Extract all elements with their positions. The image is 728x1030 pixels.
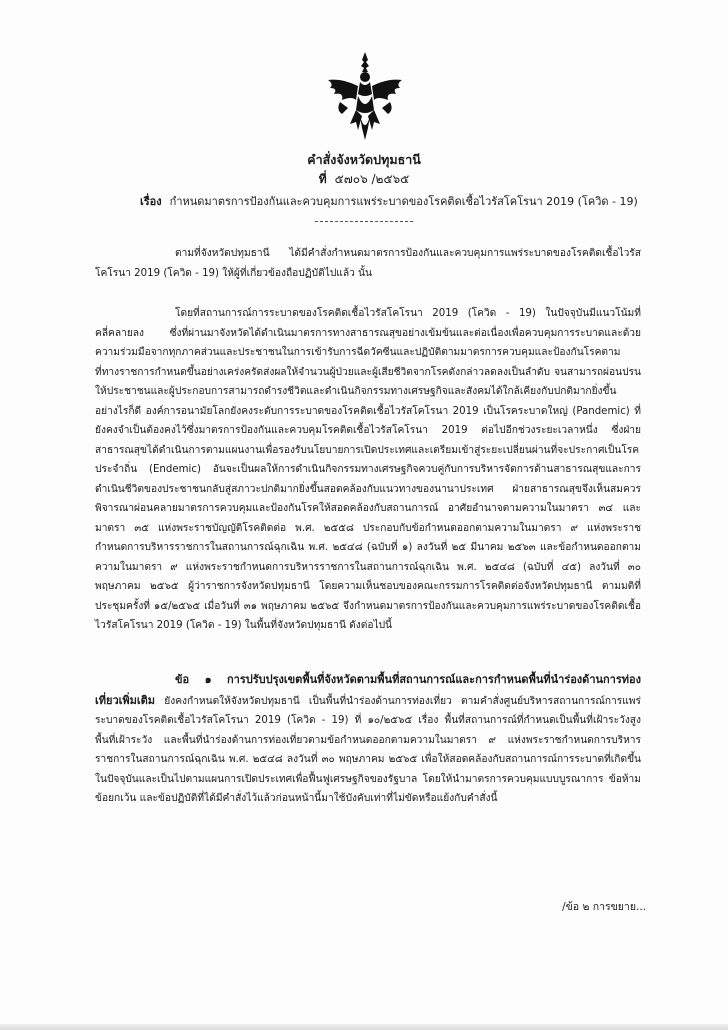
paragraph-rationale: โดยที่สถานการณ์การระบาดของโรคติดเชื้อไวรัสโคโรนา 2019 (โควิด - 19) ในปัจจุบันมีแนวโน้มที่คลี่คลายลง ซึ่งที่ผ่านมาจังหวัดได้ดำเนินมาตรการทางสาธารณสุขอย่างเข้มข้นและต่อเนื่องเพื่อควบคุมการระบาดและด้วยความร่วมมือจากทุกภาคส่วนและประชาชนในการเข้ารับการฉีดวัคซีนและปฏิบัติตามมาตรการควบคุมและป้องกันโรคตามที่ทางราชการกำหนดขึ้นอย่างเคร่งครัดส่งผลให้จำนวนผู้ป่วยและผู้เสียชีวิตจากโรคดังกล่าวลดลงเป็นลำดับ จนสามารถผ่อนปรนให้ประชาชนและผู้ประกอบการสามารถดำรงชีวิตและดำเนินกิจกรรมทางเศรษฐกิจและสังคมได้ใกล้เคียงกับปกติมากยิ่งขึ้นอย่างไรก็ดี องค์การอนามัยโลกยังคงระดับการระบาดของโรคติดเชื้อไวรัสโคโรนา 2019 เป็นโรคระบาดใหญ่ (Pandemic) ที่ยังคงจำเป็นต้องคงไว้ซึ่งมาตรการป้องกันและควบคุมโรคติดเชื้อไวรัสโคโรนา 2019 ต่อไปอีกช่วงระยะเวลาหนึ่ง ซึ่งฝ่ายสาธารณสุขได้ดำเนินการตามแผนงานเพื่อรองรับนโยบายการเปิดประเทศและเตรียมเข้าสู่ระยะเปลี่ยนผ่านที่จะประกาศเป็นโรคประจำถิ่น (Endemic) อันจะเป็นผลให้การดำเนินกิจกรรมทางเศรษฐกิจควบคู่กับการบริหารจัดการด้านสาธารณสุขและการดำเนินชีวิตของประชาชนกลับสู่สภาวะปกติมากยิ่งขึ้นสอดคล้องกับแนวทางของนานาประเทศ ฝ่ายสาธารณสุขจึงเห็นสมควรพิจารณาผ่อนคลายมาตรการควบคุมและป้องกันโรคให้สอดคล้องกับสถานการณ์ อาศัยอำนาจตามความในมาตรา ๓๔ และมาตรา ๓๕ แห่งพระราชบัญญัติโรคติดต่อ พ.ศ. ๒๕๕๘ ประกอบกับข้อกำหนดออกตามความในมาตรา ๙ แห่งพระราชกำหนดการบริหารราชการในสถานการณ์ฉุกเฉิน พ.ศ. ๒๕๔๘ (ฉบับที่ ๑) ลงวันที่ ๒๕ มีนาคม ๒๕๖๓ และข้อกำหนดออกตามความในมาตรา ๙ แห่งพระราชกำหนดการบริหารราชการในสถานการณ์ฉุกเฉิน พ.ศ. ๒๕๔๘ (ฉบับที่ ๔๕) ลงวันที่ ๓๐ พฤษภาคม ๒๕๖๕ ผู้ว่าราชการจังหวัดปทุมธานี โดยความเห็นชอบของคณะกรรมการโรคติดต่อจังหวัดปทุมธานี ตามมติที่ประชุมครั้งที่ ๑๕/๒๕๖๕ เมื่อวันที่ ๓๑ พฤษภาคม ๒๕๖๕ จึงกำหนดมาตรการป้องกันและควบคุมการแพร่ระบาดของโรคติดเชื้อไวรัสโคโรนา 2019 (โควิด - 19) ในพื้นที่จังหวัดปทุมธานี ดังต่อไปนี้ <box>95 308 641 632</box>
subject-text: กำหนดมาตรการป้องกันและควบคุมการแพร่ระบาดของโรคติดเชื้อไวรัสโคโรนา 2019 (โควิด - 19) <box>169 195 638 208</box>
document-number <box>0 170 728 189</box>
subject-label: เรื่อง <box>140 195 162 208</box>
clause-1 <box>95 670 641 809</box>
garuda-emblem-icon <box>322 50 408 142</box>
paragraph-reference: ตามที่จังหวัดปทุมธานี ได้มีคำสั่งกำหนดมาตรการป้องกันและควบคุมการแพร่ระบาดของโรคติดเชื้อไวรัสโคโรนา 2019 (โควิด - 19) ให้ผู้ที่เกี่ยวข้องถือปฏิบัติไปแล้ว นั้น <box>95 248 641 279</box>
page-edge <box>0 1024 728 1030</box>
clause-1-heading: ข้อ ๑ การปรับปรุงเขตพื้นที่จังหวัดตามพื้นที่สถานการณ์และการกำหนดพื้นที่นำร่องด้านการท่องเที่ยวเพิ่มเติม <box>95 673 641 707</box>
number-label: ที่ <box>318 172 327 186</box>
document-title: คำสั่งจังหวัดปทุมธานี <box>307 152 421 167</box>
number-value: ๕๗๐๖ /๒๕๖๕ <box>334 172 410 186</box>
document-subject <box>140 192 660 210</box>
clause-1-body: ยังคงกำหนดให้จังหวัดปทุมธานี เป็นพื้นที่นำร่องด้านการท่องเที่ยว ตามคำสั่งศูนย์บริหารสถานการณ์การแพร่ระบาดของโรคติดเชื้อไวรัสโคโรนา 2019 (โควิด - 19) ที่ ๑๐/๒๕๖๕ เรื่อง พื้นที่สถานการณ์ที่กำหนดเป็นพื้นที่เฝ้าระวังสูง พื้นที่เฝ้าระวัง และพื้นที่นำร่องด้านการท่องเที่ยวตามข้อกำหนดออกตามความในมาตรา ๙ แห่งพระราชกำหนดการบริหารราชการในสถานการณ์ฉุกเฉิน พ.ศ. ๒๕๔๘ ลงวันที่ ๓๐ พฤษภาคม ๒๕๖๕ เพื่อให้สอดคล้องกับสถานการณ์การระบาดที่เกิดขึ้นในปัจจุบันและเป็นไปตามแผนการเปิดประเทศเพื่อฟื้นฟูเศรษฐกิจของรัฐบาล โดยให้นำมาตรการควบคุมแบบบูรณาการ ข้อห้าม ข้อยกเว้น และข้อปฏิบัติที่ได้มีคำสั่งไว้แล้วก่อนหน้านี้มาใช้บังคับเท่าที่ไม่ขัดหรือแย้งกับคำสั่งนี้ <box>95 695 641 805</box>
continuation-note: /ข้อ ๒ การขยาย... <box>562 901 646 913</box>
divider <box>315 221 413 222</box>
